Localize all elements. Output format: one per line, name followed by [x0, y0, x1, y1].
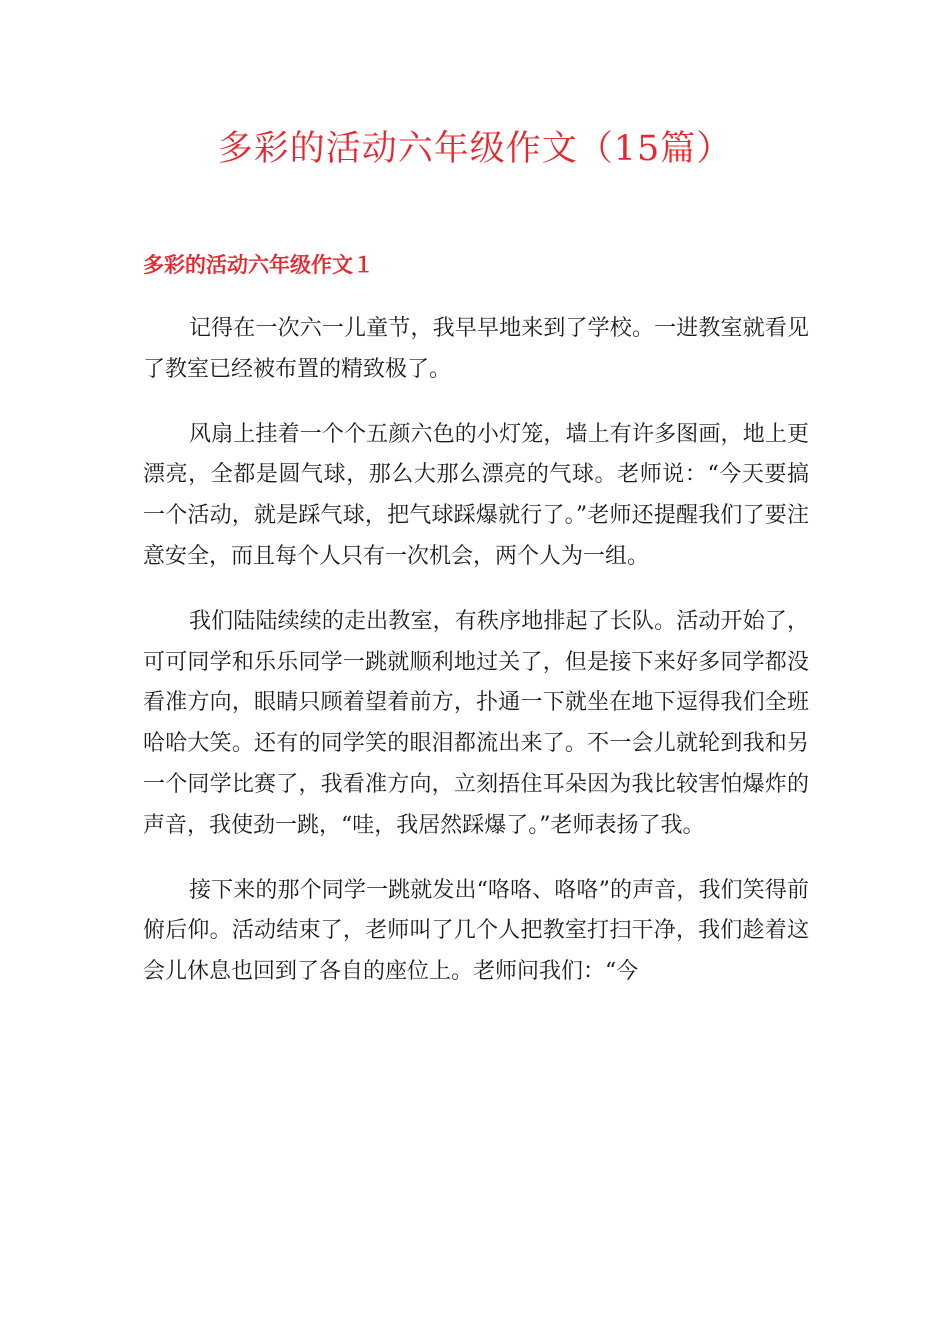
essay-body [143, 309, 809, 1017]
paragraph-3: 我们陆陆续续的走出教室，有秩序地排起了长队。活动开始了，可可同学和乐乐同学一跳就顺利地过关了，但是接下来好多同学都没看准方向，眼睛只顾着望着前方，扑通一下就坐在地下逗得我们全班哈哈大笑。还有的同学笑的眼泪都流出来了。不一会儿就轮到我和另一个同学比赛了，我看准方向，立刻捂住耳朵因为我比较害怕爆炸的声音，我使劲一跳，“哇，我居然踩爆了。”老师表扬了我。 [143, 608, 809, 838]
paragraph-2: 风扇上挂着一个个五颜六色的小灯笼，墙上有许多图画，地上更漂亮，全都是圆气球，那么大那么漂亮的气球。老师说：“今天要搞一个活动，就是踩气球，把气球踩爆就行了。”老师还提醒我们了要注意安全，而且每个人只有一次机会，两个人为一组。 [143, 421, 809, 569]
paragraph-1: 记得在一次六一儿童节，我早早地来到了学校。一进教室就看见了教室已经被布置的精致极了。 [143, 316, 809, 382]
section-heading: 多彩的活动六年级作文１ [143, 253, 374, 277]
document-title: 多彩的活动六年级作文（15篇） [217, 129, 733, 169]
paragraph-4: 接下来的那个同学一跳就发出“咯咯、咯咯”的声音，我们笑得前俯后仰。活动结束了，老师叫了几个人把教室打扫干净，我们趁着这会儿休息也回到了各自的座位上。老师问我们：“今 [143, 877, 809, 985]
